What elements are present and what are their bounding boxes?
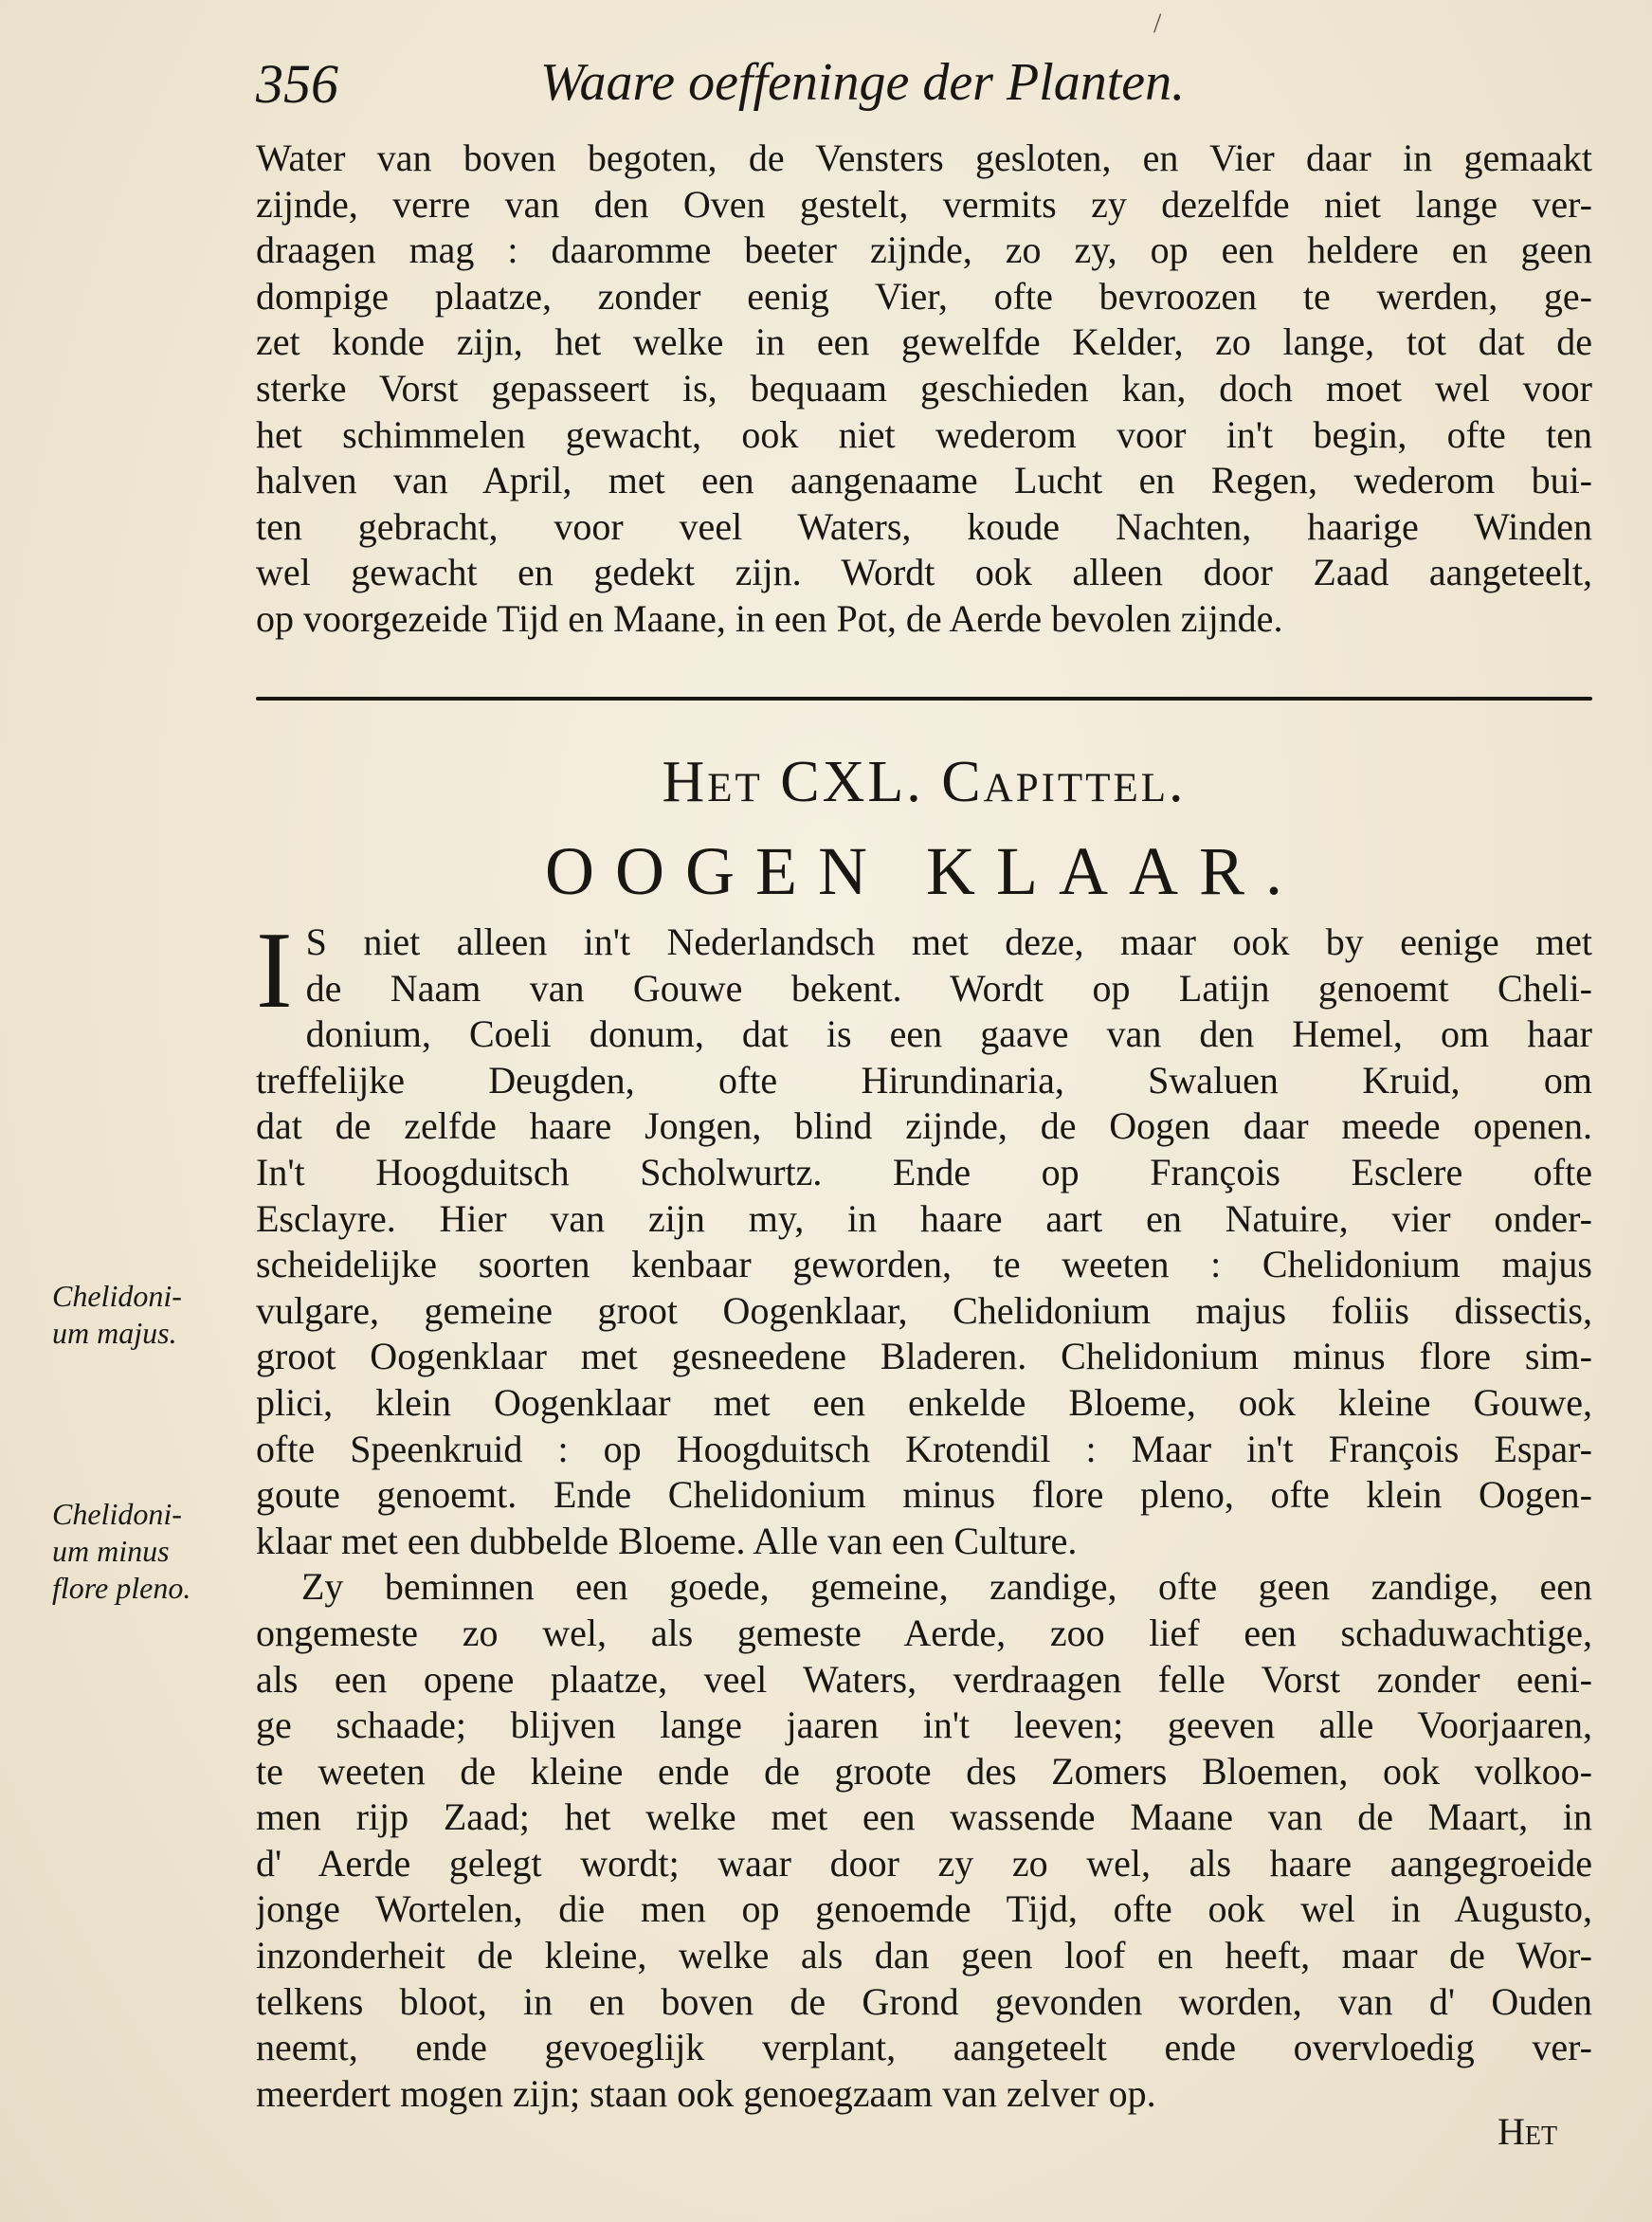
running-title: Waare oeffeninge der Planten. bbox=[540, 53, 1186, 112]
plant-title: OOGEN KLAAR. bbox=[545, 833, 1303, 909]
corner-mark: / bbox=[1153, 8, 1162, 39]
chapter-heading bbox=[256, 749, 1592, 816]
text-line: Water van boven begoten, de Vensters gesloten, en Vier daar in gemaakt bbox=[256, 137, 1592, 179]
text-line: dat de zelfde haare Jongen, blind zijnde, de Oogen daar meede openen. bbox=[256, 1104, 1592, 1148]
text-line: op voorgezeide Tijd en Maane, in een Pot, de Aerde bevolen zijnde. bbox=[256, 596, 1283, 640]
text-line: plici, klein Oogenklaar met een enkelde Bloeme, ook kleine Gouwe, bbox=[256, 1380, 1592, 1424]
text-line: dompige plaatze, zonder eenig Vier, ofte bevroozen te werden, ge- bbox=[256, 274, 1592, 318]
text-line: donium, Coeli donum, dat is een gaave van den Hemel, om haar bbox=[305, 1012, 1592, 1056]
section-divider bbox=[256, 697, 1592, 701]
text-line: inzonderheit de kleine, welke als dan geen loof en heeft, maar de Wor- bbox=[256, 1934, 1592, 1977]
chapter-body bbox=[256, 910, 1592, 2117]
text-line: ge schaade; blijven lange jaaren in't leeven; geeven alle Voorjaaren, bbox=[256, 1703, 1592, 1747]
text-line: d' Aerde gelegt wordt; waar door zy zo wel, als haare aangegroeide bbox=[256, 1841, 1592, 1885]
text-line: zijnde, verre van den Oven gestelt, vermits zy dezelfde niet lange ver- bbox=[256, 182, 1592, 226]
margin-note-line: flore pleno. bbox=[52, 1571, 191, 1605]
text-line: ongemeste zo wel, als gemeste Aerde, zoo lief een schaduwachtige, bbox=[256, 1611, 1592, 1654]
margin-note-line: Chelidoni- bbox=[52, 1497, 182, 1531]
text-line: jonge Wortelen, die men op genoemde Tijd, ofte ook wel in Augusto, bbox=[256, 1887, 1592, 1931]
text-line: ofte Speenkruid : op Hoogduitsch Krotendil : Maar in't François Espar- bbox=[256, 1427, 1592, 1470]
text-line: draagen mag : daaromme beeter zijnde, zo zy, op een heldere en geen bbox=[256, 228, 1592, 272]
text-line: neemt, ende gevoeglijk verplant, aangeteelt ende overvloedig ver- bbox=[256, 2026, 1592, 2069]
text-line: het schimmelen gewacht, ook niet wederom voor in't begin, ofte ten bbox=[256, 412, 1592, 456]
margin-note-line: um minus bbox=[52, 1534, 170, 1568]
margin-note-chelidonium-majus bbox=[52, 1278, 261, 1352]
text-line: zet konde zijn, het welke in een gewelfde Kelder, zo lange, tot dat de bbox=[256, 320, 1592, 364]
text-line: wel gewacht en gedekt zijn. Wordt ook alleen door Zaad aangeteelt, bbox=[256, 551, 1592, 594]
text-line: te weeten de kleine ende de groote des Zomers Bloemen, ook volkoo- bbox=[256, 1749, 1592, 1793]
text-line: sterke Vorst gepasseert is, bequaam geschieden kan, doch moet wel voor bbox=[256, 366, 1592, 410]
text-line: Zy beminnen een goede, gemeine, zandige, ofte geen zandige, een bbox=[301, 1565, 1592, 1609]
drop-cap: I bbox=[256, 910, 293, 1031]
page-header bbox=[256, 52, 1602, 118]
margin-note-chelidonium-minus bbox=[52, 1496, 261, 1607]
text-line: In't Hoogduitsch Scholwurtz. Ende op François Esclere ofte bbox=[256, 1150, 1592, 1193]
text-line: ten gebracht, voor veel Waters, koude Nachten, haarige Winden bbox=[256, 504, 1592, 548]
margin-note-line: Chelidoni- bbox=[52, 1279, 182, 1313]
text-line: klaar met een dubbelde Bloeme. Alle van een Culture. bbox=[256, 1519, 1078, 1562]
text-line: men rijp Zaad; het welke met een wassende Maane van de Maart, in bbox=[256, 1795, 1592, 1839]
text-line: meerdert mogen zijn; staan ook genoegzaam van zelver op. bbox=[256, 2071, 1156, 2115]
margin-note-line: um majus. bbox=[52, 1316, 177, 1350]
catchword: Het bbox=[1498, 2110, 1558, 2153]
text-line: als een opene plaatze, veel Waters, verdraagen felle Vorst zonder eeni- bbox=[256, 1657, 1592, 1701]
page-number: 356 bbox=[256, 53, 338, 115]
continued-paragraph bbox=[256, 136, 1592, 643]
text-line: scheidelijke soorten kenbaar geworden, te weeten : Chelidonium majus bbox=[256, 1243, 1592, 1286]
text-line: halven van April, met een aangenaame Lucht en Regen, wederom bui- bbox=[256, 459, 1592, 502]
chapter-heading-text: Het CXL. Capittel. bbox=[662, 750, 1187, 814]
text-line: S niet alleen in't Nederlandsch met deze, maar ook by eenige met bbox=[305, 920, 1592, 963]
text-line: vulgare, gemeine groot Oogenklaar, Chelidonium majus foliis dissectis, bbox=[256, 1288, 1592, 1332]
text-line: Esclayre. Hier van zijn my, in haare aart en Natuire, vier onder- bbox=[256, 1196, 1592, 1240]
text-line: telkens bloot, in en boven de Grond gevonden worden, van d' Ouden bbox=[256, 1979, 1592, 2023]
text-line: treffelijke Deugden, ofte Hirundinaria, Swaluen Kruid, om bbox=[256, 1058, 1592, 1102]
text-line: goute genoemt. Ende Chelidonium minus flore pleno, ofte klein Oogen- bbox=[256, 1473, 1592, 1517]
text-line: groot Oogenklaar met gesneedene Bladeren. Chelidonium minus flore sim- bbox=[256, 1335, 1592, 1378]
text-line: de Naam van Gouwe bekent. Wordt op Latijn genoemt Cheli- bbox=[305, 966, 1592, 1010]
